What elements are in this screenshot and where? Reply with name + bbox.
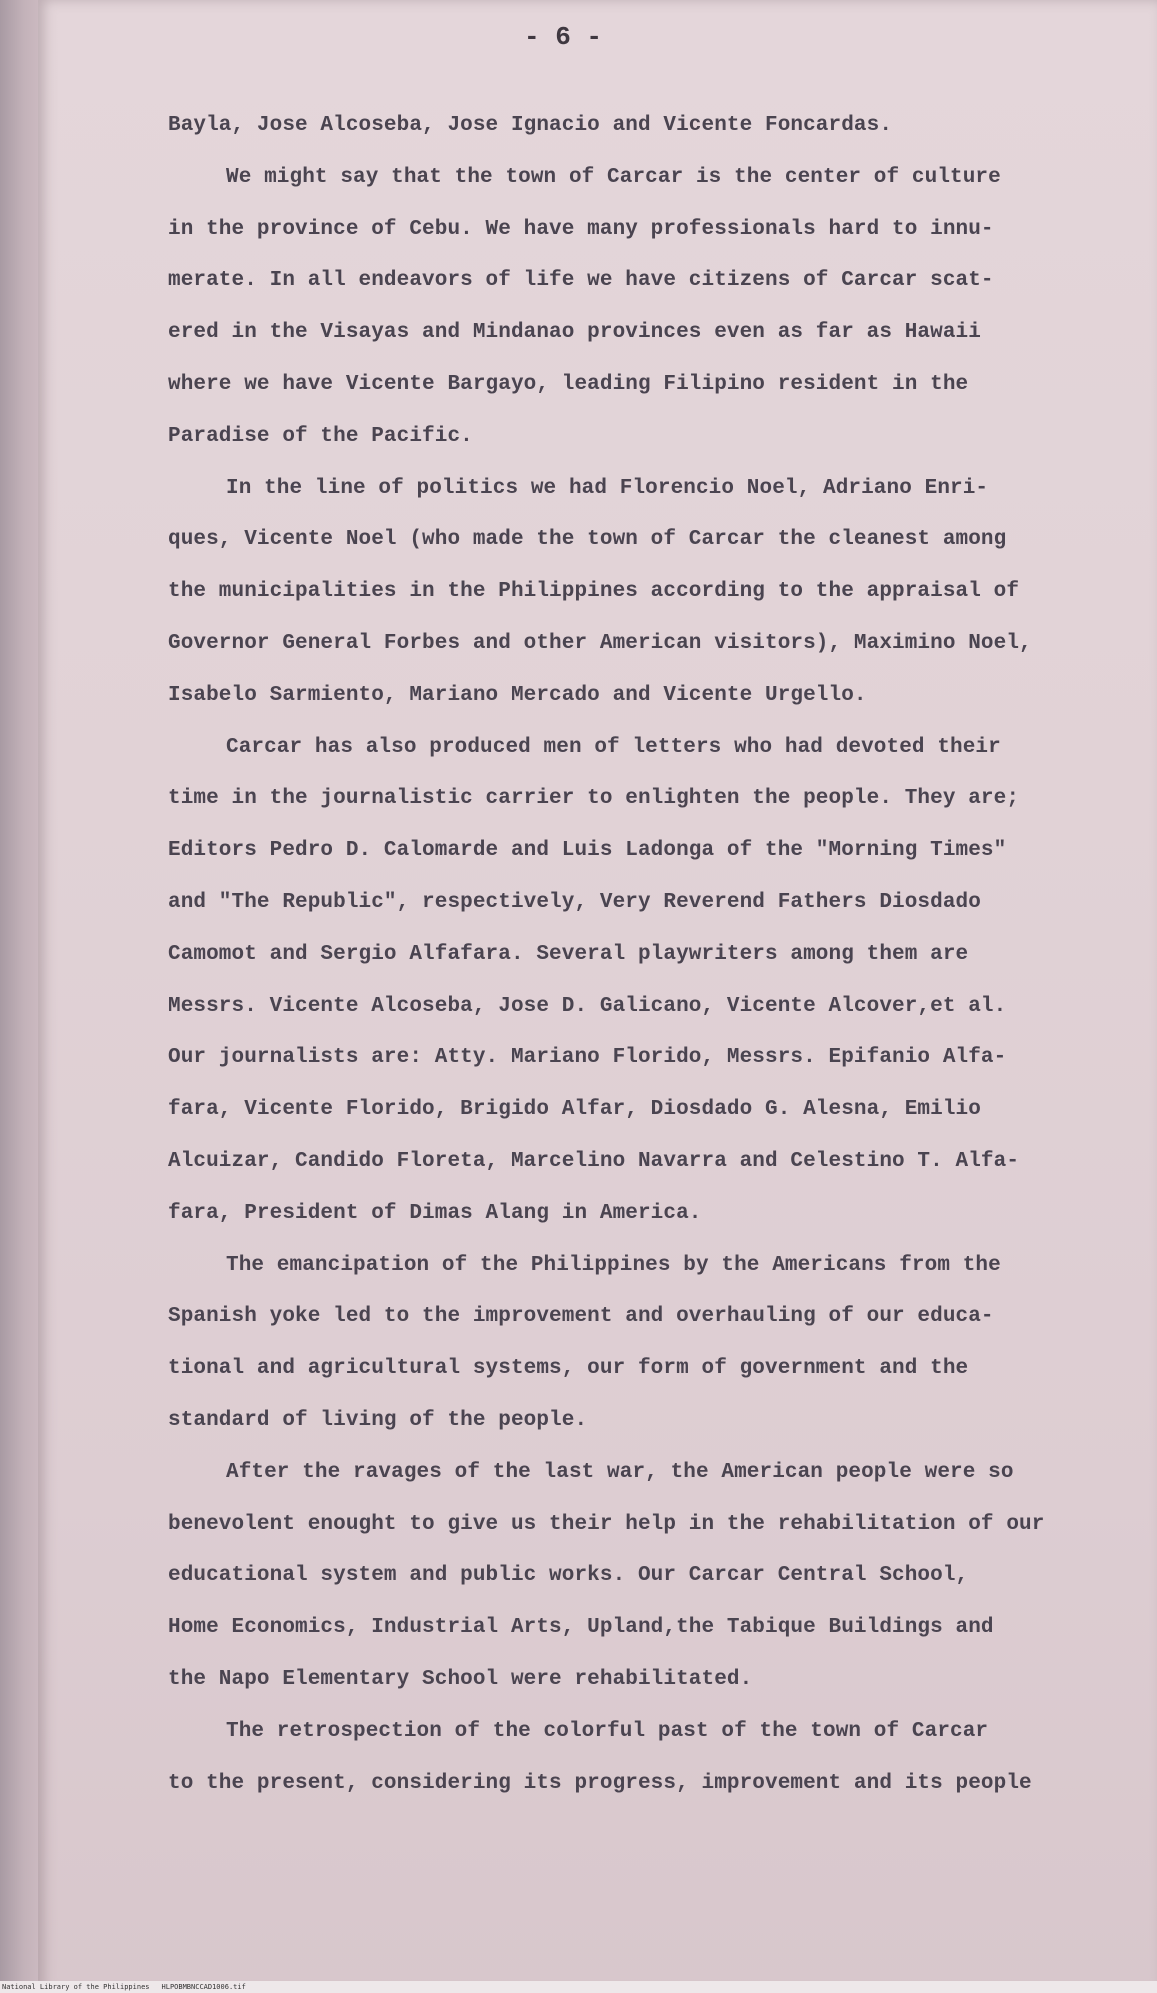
text-line: benevolent enought to give us their help in the rehabilitation of our (168, 1512, 1045, 1536)
text-line: The emancipation of the Philippines by the Americans from the (226, 1253, 1001, 1277)
text-line: Messrs. Vicente Alcoseba, Jose D. Galicano, Vicente Alcover,et al. (168, 994, 1007, 1018)
body-text (168, 100, 1068, 1809)
text-line: and "The Republic", respectively, Very Reverend Fathers Diosdado (168, 890, 981, 914)
text-line: tional and agricultural systems, our form of government and the (168, 1357, 969, 1381)
text-line: Camomot and Sergio Alfafara. Several playwriters among them are (168, 942, 969, 966)
text-line: standard of living of the people. (168, 1408, 588, 1432)
text-line: merate. In all endeavors of life we have citizens of Carcar scat- (168, 269, 994, 293)
text-line: ques, Vicente Noel (who made the town of Carcar the cleanest among (168, 528, 1007, 552)
text-line: Editors Pedro D. Calomarde and Luis Ladonga of the "Morning Times" (168, 839, 1007, 863)
scan-footer (0, 1981, 1157, 1993)
text-line: fara, Vicente Florido, Brigido Alfar, Diosdado G. Alesna, Emilio (168, 1098, 981, 1122)
text-line: Alcuizar, Candido Floreta, Marcelino Navarra and Celestino T. Alfa- (168, 1149, 1020, 1173)
text-line: Home Economics, Industrial Arts, Upland,the Tabique Buildings and (168, 1616, 994, 1640)
text-line: Spanish yoke led to the improvement and overhauling of our educa- (168, 1305, 994, 1329)
text-line: time in the journalistic carrier to enlighten the people. They are; (168, 787, 1020, 811)
text-line: We might say that the town of Carcar is the center of culture (226, 165, 1001, 189)
text-line: the Napo Elementary School were rehabilitated. (168, 1667, 753, 1691)
page-number: - 6 - (523, 22, 602, 52)
text-line: Our journalists are: Atty. Mariano Florido, Messrs. Epifanio Alfa- (168, 1046, 1007, 1070)
text-line: Governor General Forbes and other American visitors), Maximino Noel, (168, 631, 1032, 655)
typewritten-page (38, 0, 1157, 1993)
text-line: The retrospection of the colorful past of the town of Carcar (226, 1719, 989, 1743)
text-line: the municipalities in the Philippines according to the appraisal of (168, 580, 1020, 604)
text-line: Bayla, Jose Alcoseba, Jose Ignacio and Vicente Foncardas. (168, 114, 893, 137)
footer-filename: HLPOBMBNCCAD1006.tif (161, 1983, 246, 1991)
footer-institution: National Library of the Philippines (2, 1983, 150, 1991)
text-line: fara, President of Dimas Alang in America. (168, 1201, 702, 1225)
text-line: in the province of Cebu. We have many professionals hard to innu- (168, 217, 994, 241)
text-line: to the present, considering its progress, improvement and its people (168, 1771, 1032, 1795)
text-line: Carcar has also produced men of letters who had devoted their (226, 735, 1001, 759)
text-line: Isabelo Sarmiento, Mariano Mercado and Vicente Urgello. (168, 683, 867, 707)
text-line: where we have Vicente Bargayo, leading Filipino resident in the (168, 372, 969, 396)
text-line: ered in the Visayas and Mindanao provinces even as far as Hawaii (168, 321, 981, 345)
book-gutter-shadow (0, 0, 40, 1993)
text-line: After the ravages of the last war, the American people were so (226, 1460, 1014, 1484)
text-line: Paradise of the Pacific. (168, 424, 473, 448)
text-line: In the line of politics we had Florencio Noel, Adriano Enri- (226, 476, 989, 500)
text-line: educational system and public works. Our Carcar Central School, (168, 1564, 969, 1588)
